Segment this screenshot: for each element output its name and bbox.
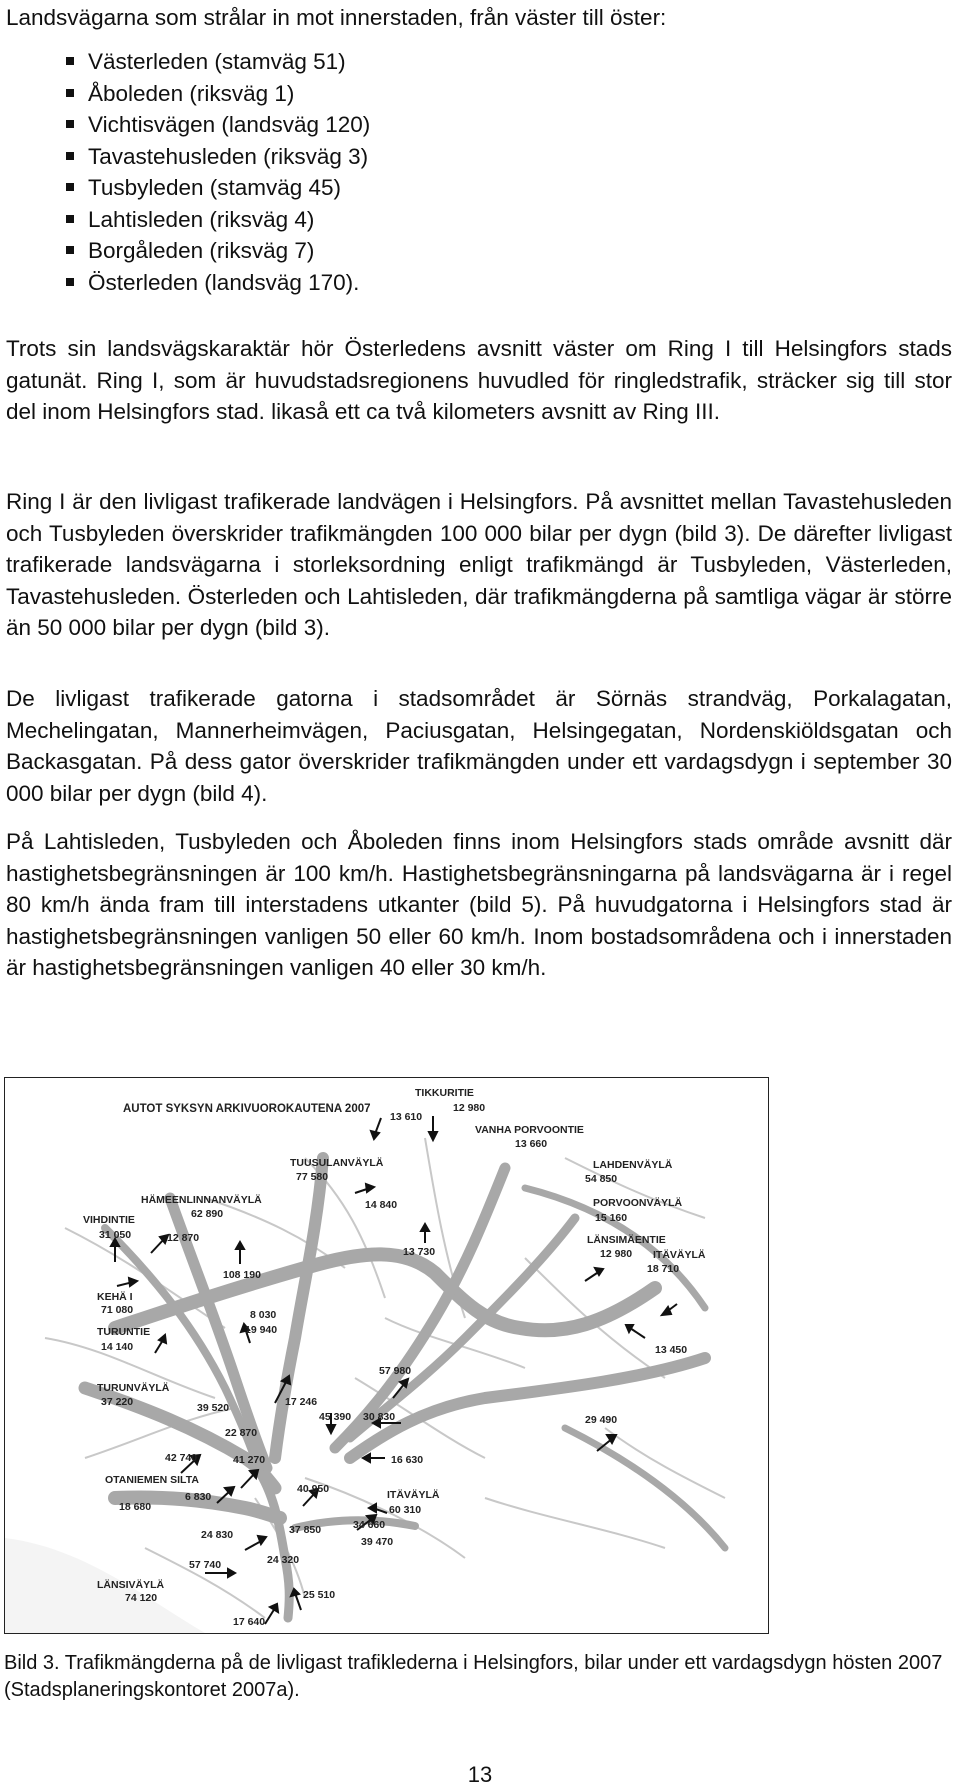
road-east: [565, 1428, 725, 1548]
traffic-count: 18 710: [647, 1263, 680, 1275]
traffic-count: 18 680: [119, 1501, 152, 1513]
map-label: ITÄVÄYLÄ: [653, 1249, 706, 1261]
traffic-count: 12 870: [167, 1232, 200, 1244]
traffic-count: 6 830: [185, 1491, 212, 1503]
traffic-count: 24 320: [267, 1554, 300, 1566]
figure-caption: Bild 3. Trafikmängderna på de livligast trafiklederna i Helsingfors, bilar under ett vardagsdygn hösten 2007 (Stadsplaneringskontoret 2007a).: [4, 1652, 943, 1701]
paragraph-traffic-volumes: Ring I är den livligast trafikerade landvägen i Helsingfors. På avsnittet mellan Tavastehusleden och Tusbyleden överskrider trafikmängden 100 000 bilar per dygn (bild 3). De därefter livligast trafikerade landsvägarna i storleksordning enligt trafikmängd är Tusbyleden, Västerleden, Tavastehusleden. Österleden och Lahtisleden, där trafikmängderna på samtliga vägar är större än 50 000 bilar per dygn (bild 3).: [6, 489, 952, 640]
road-list: [66, 46, 370, 298]
traffic-count: 17 246: [285, 1396, 318, 1408]
traffic-count: 41 270: [233, 1454, 266, 1466]
map-label: PORVOONVÄYLÄ: [593, 1197, 683, 1209]
traffic-count: 12 980: [453, 1102, 486, 1114]
traffic-count: 8 030: [250, 1309, 277, 1321]
map-label: ITÄVÄYLÄ: [387, 1489, 440, 1501]
map-label: VIHDINTIE: [83, 1214, 135, 1226]
road-list-item: Österleden (landsväg 170).: [66, 267, 370, 299]
map-label: VANHA PORVOONTIE: [475, 1124, 584, 1136]
traffic-count: 37 220: [101, 1396, 134, 1408]
map-label: HÄMEENLINNANVÄYLÄ: [141, 1194, 262, 1206]
intro-text: Landsvägarna som strålar in mot innerstaden, från väster till öster:: [6, 5, 667, 30]
traffic-count: 13 610: [390, 1111, 423, 1123]
paragraph-speed-limits: På Lahtisleden, Tusbyleden och Åboleden finns inom Helsingfors stads område avsnitt där hastighetsbegränsningen är 100 km/h. Hastighetsbegränsningarna på landsvägarna är i regel 80 km/h ända fram till interstadens utkanter (bild 5). På huvudgatorna i Helsingfors stad är hastighetsbegränsningen vanligen 50 eller 60 km/h. Inom bostadsområdena och i innerstaden är hastighetsbegränsningen vanligen 40 eller 30 km/h.: [6, 829, 952, 980]
traffic-count: 14 140: [101, 1341, 134, 1353]
road-list-item: Lahtisleden (riksväg 4): [66, 204, 370, 236]
traffic-count: 13 450: [655, 1344, 688, 1356]
traffic-count: 60 310: [389, 1504, 422, 1516]
traffic-count: 77 580: [296, 1171, 329, 1183]
road-city-center: [260, 1473, 289, 1618]
map-label: LÄNSIVÄYLÄ: [97, 1579, 165, 1591]
road-list-item: Tusbyleden (stamväg 45): [66, 172, 370, 204]
page-number: 13: [467, 1762, 493, 1787]
road-list-item: Västerleden (stamväg 51): [66, 46, 370, 78]
map-label: OTANIEMEN SILTA: [105, 1474, 199, 1486]
traffic-count: 62 890: [191, 1208, 224, 1220]
traffic-count: 17 640: [233, 1616, 266, 1628]
map-label: TUUSULANVÄYLÄ: [290, 1157, 384, 1169]
traffic-count: 29 490: [585, 1414, 618, 1426]
traffic-count: 45 390: [319, 1411, 352, 1423]
map-label: LAHDENVÄYLÄ: [593, 1159, 673, 1171]
traffic-count: 57 740: [189, 1559, 222, 1571]
traffic-count: 24 830: [201, 1529, 234, 1541]
traffic-count: 71 080: [101, 1304, 134, 1316]
traffic-count: 108 190: [223, 1269, 261, 1281]
map-label: LÄNSIMÄENTIE: [587, 1234, 666, 1246]
traffic-count: 57 980: [379, 1365, 412, 1377]
traffic-count: 54 850: [585, 1173, 618, 1185]
traffic-count: 13 730: [403, 1246, 436, 1258]
road-list-item: Tavastehusleden (riksväg 3): [66, 141, 370, 173]
traffic-count: 40 950: [297, 1483, 330, 1495]
traffic-count: 16 630: [391, 1454, 424, 1466]
traffic-count: 39 470: [361, 1536, 394, 1548]
traffic-count: 14 840: [365, 1199, 398, 1211]
traffic-count: 74 120: [125, 1592, 158, 1604]
paragraph-busiest-streets: De livligast trafikerade gatorna i stadsområdet är Sörnäs strandväg, Porkalagatan, Mechelingatan, Mannerheimvägen, Paciusgatan, Helsingegatan, Nordenskiöldsgatan och Backasgatan. På dess gator överskrider trafikmängden under ett vardagsdygn i september 30 000 bilar per dygn (bild 4).: [6, 686, 952, 806]
traffic-count: 37 850: [289, 1524, 322, 1536]
traffic-map-figure: [4, 1077, 769, 1634]
traffic-count: 39 520: [197, 1402, 230, 1414]
map-label: TIKKURITIE: [415, 1087, 474, 1099]
traffic-count: 19 940: [245, 1324, 278, 1336]
road-tuusulanväylä: [275, 1158, 323, 1458]
map-label: TURUNTIE: [97, 1326, 151, 1338]
traffic-count: 42 740: [165, 1452, 198, 1464]
traffic-count: 12 980: [600, 1248, 633, 1260]
traffic-map: [5, 1078, 768, 1633]
traffic-count: 30 830: [363, 1411, 396, 1423]
main-roads: [85, 1158, 725, 1618]
paragraph-ring-roads: Trots sin landsvägskaraktär hör Österledens avsnitt väster om Ring I till Helsingfors stads gatunät. Ring I, som är huvudstadsregionens huvudled för ringledstrafik, sträcker sig till stor del inom Helsingfors stad. likaså ett ca två kilometers avsnitt av Ring III.: [6, 336, 952, 424]
traffic-count: 22 870: [225, 1427, 258, 1439]
map-label: TURUNVÄYLÄ: [97, 1382, 170, 1394]
map-label: KEHÄ I: [97, 1291, 133, 1303]
traffic-count: 31 050: [99, 1229, 132, 1241]
traffic-count: 25 510: [303, 1589, 336, 1601]
road-list-item: Vichtisvägen (landsväg 120): [66, 109, 370, 141]
traffic-count: 13 660: [515, 1138, 548, 1150]
road-list-item: Åboleden (riksväg 1): [66, 78, 370, 110]
traffic-count: 34 660: [353, 1519, 386, 1531]
traffic-count: 15 160: [595, 1212, 628, 1224]
road-list-item: Borgåleden (riksväg 7): [66, 235, 370, 267]
map-title: AUTOT SYKSYN ARKIVUOROKAUTENA 2007: [123, 1103, 371, 1115]
